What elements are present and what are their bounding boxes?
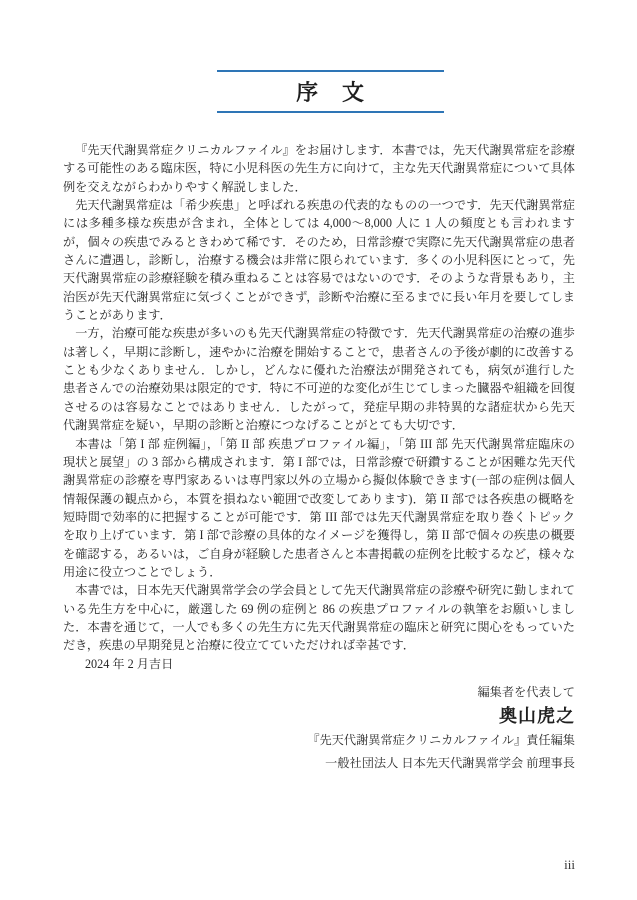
- signature-credit-editor: 『先天代謝異常症クリニカルファイル』責任編集: [307, 733, 575, 747]
- paragraph: 先天代謝異常症は「希少疾患」と呼ばれる疾患の代表的なものの一つです．先天代謝異常症には多種多様な疾患が含まれ，全体としては 4,000～8,000 人に 1 人の頻度とも言われますが，個々の疾患でみるときわめて稀です．そのため，日常診療で実際に先天代謝異常症の患者さんに遭遇し，診断し，治療する機会は非常に限られています．多くの小児科医にとって，先天代謝異常症の診療経験を積み重ねることは容易ではないのです．そのような背景もあり，主治医が先天代謝異常症に気づくことができず，診断や治療に至るまでに長い年月を要してしまうことがあります．: [63, 198, 575, 323]
- title-block: [217, 70, 444, 113]
- paragraph: 本書は「第 I 部 症例編」，「第 II 部 疾患プロファイル編」，「第 III 部 先天代謝異常症臨床の現状と展望」の 3 部から構成されます．第 I 部では，日常診療で研鑽することが困難な先天代謝異常症の診療を専門家あるいは専門家以外の立場から擬似体験できます(一部の症例は個人情報保護の観点から，本質を損ねない範囲で改変してあります)．第 II 部では各疾患の概略を短時間で効率的に把握することが可能です．第 III 部では先天代謝異常症を取り巻くトピックを取り上げています．第 I 部で診療の具体的なイメージを獲得し，第 II 部で個々の疾患の概要を確認する，あるいは，ご自身が経験した患者さんと本書掲載の症例を比較するなど，様々な用途に役立つことでしょう．: [63, 436, 575, 579]
- signature-credit-society: 一般社団法人 日本先天代謝異常学会 前理事長: [325, 756, 575, 770]
- preface-body: [63, 141, 575, 673]
- page-title: 序 文: [295, 80, 365, 105]
- date-line: 2024 年 2 月吉日: [84, 656, 174, 671]
- paragraph: 『先天代謝異常症クリニカルファイル』をお届けします．本書では，先天代謝異常症を診療する可能性のある臨床医，特に小児科医の先生方に向けて，主な先天代謝異常症について具体例を交えながらわかりやすく解説しました．: [63, 143, 575, 194]
- signature-name: 奥山虎之: [499, 706, 575, 726]
- signature-block: [307, 681, 575, 775]
- paragraph: 本書では，日本先天代謝異常学会の学会員として先天代謝異常症の診療や研究に勤しまれている先生方を中心に，厳選した 69 例の症例と 86 の疾患プロファイルの執筆をお願いしました．本書を通じて，一人でも多くの先生方に先天代謝異常症の臨床と研究に関心をもっていただき，疾患の早期発見と治療に役立てていただければ幸甚です．: [63, 583, 575, 653]
- page-number: iii: [564, 857, 575, 872]
- paragraph: 一方，治療可能な疾患が多いのも先天代謝異常症の特徴です．先天代謝異常症の治療の進歩は著しく，早期に診断し，速やかに治療を開始することで，患者さんの予後が劇的に改善することも少なくありません．しかし，どんなに優れた治療法が開発されても，病気が進行した患者さんでの治療効果は限定的です．特に不可逆的な変化が生じてしまった臓器や組織を回復させるのは容易なことではありません．したがって，発症早期の非特異的な諸症状から先天代謝異常症を疑い，早期の診断と治療につなげることがとても大切です．: [63, 326, 575, 433]
- signature-role: 編集者を代表して: [477, 685, 575, 699]
